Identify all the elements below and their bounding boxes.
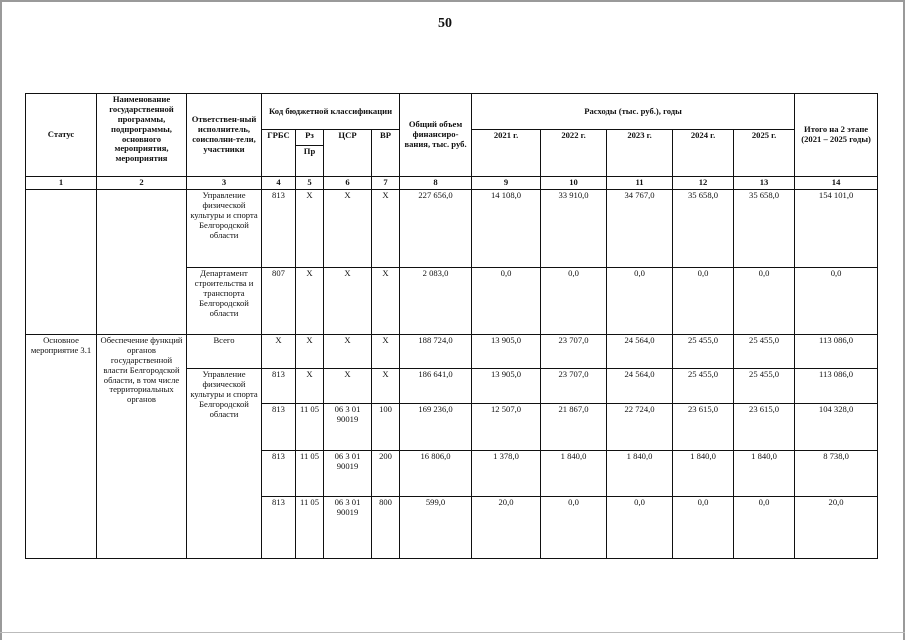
y2024-cell: 23 615,0 — [673, 404, 734, 451]
header-pr: Пр — [296, 146, 324, 177]
col-number: 2 — [97, 177, 187, 190]
csr-cell: 06 3 01 90019 — [324, 451, 372, 497]
col-number: 9 — [472, 177, 541, 190]
vr-cell: 100 — [372, 404, 400, 451]
total-cell: 599,0 — [400, 497, 472, 559]
total-cell: 186 641,0 — [400, 369, 472, 404]
rz-cell: 11 05 — [296, 451, 324, 497]
page-edge-top — [0, 0, 905, 2]
vr-cell: 800 — [372, 497, 400, 559]
vr-cell: Х — [372, 190, 400, 268]
header-grbs: ГРБС — [262, 130, 296, 177]
grbs-cell: 813 — [262, 451, 296, 497]
header-rz: Рз — [296, 130, 324, 146]
total-cell: 188 724,0 — [400, 335, 472, 369]
csr-cell: Х — [324, 335, 372, 369]
col-number: 11 — [607, 177, 673, 190]
vr-cell: 200 — [372, 451, 400, 497]
y2024-cell: 25 455,0 — [673, 369, 734, 404]
y2023-cell: 24 564,0 — [607, 369, 673, 404]
csr-cell: Х — [324, 190, 372, 268]
y2022-cell: 0,0 — [541, 497, 607, 559]
y2023-cell: 1 840,0 — [607, 451, 673, 497]
header-2021: 2021 г. — [472, 130, 541, 177]
csr-cell: 06 3 01 90019 — [324, 404, 372, 451]
itogo-cell: 20,0 — [795, 497, 878, 559]
table-row — [26, 335, 878, 369]
rz-cell: 11 05 — [296, 404, 324, 451]
rz-cell: Х — [296, 369, 324, 404]
y2022-cell: 21 867,0 — [541, 404, 607, 451]
page-edge-bottom — [0, 632, 905, 633]
page-number: 50 — [438, 16, 452, 31]
y2025-cell: 25 455,0 — [734, 369, 795, 404]
y2023-cell: 0,0 — [607, 497, 673, 559]
vr-cell: Х — [372, 369, 400, 404]
header-expenses: Расходы (тыс. руб.), годы — [472, 94, 795, 130]
itogo-cell: 154 101,0 — [795, 190, 878, 268]
responsible-cell: Управление физической культуры и спорта Белгородской области — [187, 190, 262, 268]
name-cell-empty — [97, 190, 187, 335]
grbs-cell: 813 — [262, 404, 296, 451]
y2023-cell: 22 724,0 — [607, 404, 673, 451]
total-cell: 2 083,0 — [400, 268, 472, 335]
col-number: 14 — [795, 177, 878, 190]
rz-cell: Х — [296, 335, 324, 369]
y2024-cell: 25 455,0 — [673, 335, 734, 369]
total-cell: 227 656,0 — [400, 190, 472, 268]
csr-cell: Х — [324, 369, 372, 404]
y2024-cell: 35 658,0 — [673, 190, 734, 268]
col-number: 6 — [324, 177, 372, 190]
vr-cell: Х — [372, 335, 400, 369]
total-cell: 16 806,0 — [400, 451, 472, 497]
y2024-cell: 0,0 — [673, 497, 734, 559]
y2022-cell: 23 707,0 — [541, 335, 607, 369]
itogo-cell: 8 738,0 — [795, 451, 878, 497]
itogo-cell: 113 086,0 — [795, 369, 878, 404]
y2022-cell: 23 707,0 — [541, 369, 607, 404]
grbs-cell: 807 — [262, 268, 296, 335]
grbs-cell: 813 — [262, 190, 296, 268]
vr-cell: Х — [372, 268, 400, 335]
y2025-cell: 25 455,0 — [734, 335, 795, 369]
y2022-cell: 33 910,0 — [541, 190, 607, 268]
y2025-cell: 0,0 — [734, 268, 795, 335]
col-number: 4 — [262, 177, 296, 190]
header-total-volume: Общий объем финансиро-вания, тыс. руб. — [400, 94, 472, 177]
itogo-cell: 113 086,0 — [795, 335, 878, 369]
y2025-cell: 23 615,0 — [734, 404, 795, 451]
rz-cell: 11 05 — [296, 497, 324, 559]
column-number-row — [26, 177, 878, 190]
responsible-cell: Всего — [187, 335, 262, 369]
y2022-cell: 1 840,0 — [541, 451, 607, 497]
header-total-stage: Итого на 2 этапе (2021 – 2025 годы) — [795, 94, 878, 177]
y2025-cell: 1 840,0 — [734, 451, 795, 497]
header-vr: ВР — [372, 130, 400, 177]
y2023-cell: 34 767,0 — [607, 190, 673, 268]
y2025-cell: 35 658,0 — [734, 190, 795, 268]
header-2025: 2025 г. — [734, 130, 795, 177]
y2021-cell: 13 905,0 — [472, 369, 541, 404]
header-2024: 2024 г. — [673, 130, 734, 177]
header-csr: ЦСР — [324, 130, 372, 177]
table-row — [26, 190, 878, 268]
csr-cell: 06 3 01 90019 — [324, 497, 372, 559]
header-name: Наименование государственной программы, подпрограммы, основного мероприятия, мероприятия — [97, 94, 187, 177]
status-cell: Основное мероприятие 3.1 — [26, 335, 97, 559]
y2024-cell: 0,0 — [673, 268, 734, 335]
y2025-cell: 0,0 — [734, 497, 795, 559]
y2023-cell: 0,0 — [607, 268, 673, 335]
y2021-cell: 14 108,0 — [472, 190, 541, 268]
rz-cell: Х — [296, 190, 324, 268]
grbs-cell: 813 — [262, 369, 296, 404]
y2022-cell: 0,0 — [541, 268, 607, 335]
responsible-cell: Департамент строительства и транспорта Белгородской области — [187, 268, 262, 335]
y2024-cell: 1 840,0 — [673, 451, 734, 497]
col-number: 13 — [734, 177, 795, 190]
name-cell: Обеспечение функций органов государственной власти Белгородской области, в том числе территориальных органов — [97, 335, 187, 559]
col-number: 8 — [400, 177, 472, 190]
col-number: 10 — [541, 177, 607, 190]
header-budget-code: Код бюджетной классификации — [262, 94, 400, 130]
rz-cell: Х — [296, 268, 324, 335]
header-2022: 2022 г. — [541, 130, 607, 177]
total-cell: 169 236,0 — [400, 404, 472, 451]
y2021-cell: 20,0 — [472, 497, 541, 559]
header-status: Статус — [26, 94, 97, 177]
grbs-cell: Х — [262, 335, 296, 369]
budget-table — [25, 93, 878, 559]
col-number: 12 — [673, 177, 734, 190]
header-2023: 2023 г. — [607, 130, 673, 177]
y2021-cell: 0,0 — [472, 268, 541, 335]
y2021-cell: 13 905,0 — [472, 335, 541, 369]
status-cell-empty — [26, 190, 97, 335]
col-number: 1 — [26, 177, 97, 190]
page-edge-left — [0, 0, 2, 640]
responsible-cell: Управление физической культуры и спорта Белгородской области — [187, 369, 262, 559]
itogo-cell: 0,0 — [795, 268, 878, 335]
col-number: 3 — [187, 177, 262, 190]
y2021-cell: 12 507,0 — [472, 404, 541, 451]
y2023-cell: 24 564,0 — [607, 335, 673, 369]
col-number: 5 — [296, 177, 324, 190]
y2021-cell: 1 378,0 — [472, 451, 541, 497]
header-responsible: Ответствен-ный исполнитель, соисполни-тели, участники — [187, 94, 262, 177]
csr-cell: Х — [324, 268, 372, 335]
grbs-cell: 813 — [262, 497, 296, 559]
col-number: 7 — [372, 177, 400, 190]
itogo-cell: 104 328,0 — [795, 404, 878, 451]
